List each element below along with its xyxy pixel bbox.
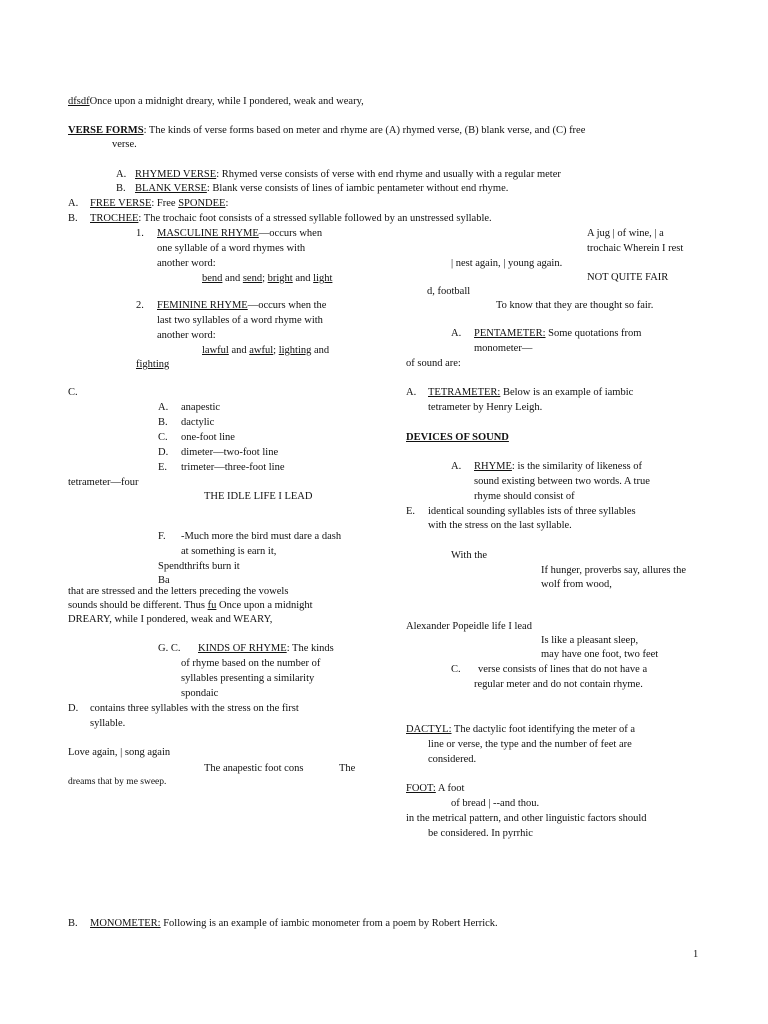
para-line1: that are stressed and the letters preceding the vowels	[68, 586, 289, 597]
example-word: light	[313, 273, 333, 284]
feminine-text1: —occurs when the	[247, 300, 327, 311]
monometer-marker: B.	[68, 918, 78, 929]
verse-forms-heading: VERSE FORMS	[68, 125, 144, 136]
example-sep: and	[311, 345, 330, 356]
jug-line2: trochaic Wherein I rest	[587, 243, 684, 254]
rhymed-marker: A.	[116, 169, 127, 180]
idle-life-title: THE IDLE LIFE I LEAD	[204, 491, 313, 502]
rhymed-verse-label: RHYMED VERSE	[135, 169, 217, 180]
dactyl-line2: line or verse, the type and the number of feet are	[428, 739, 632, 750]
free-verse-line	[90, 196, 228, 211]
monometer-text: Following is an example of iambic monometer from a poem by Robert Herrick.	[160, 918, 498, 929]
trochee-text: : The trochaic foot consists of a stressed syllable followed by an unstressed syllable.	[138, 213, 492, 224]
example-sep: and	[228, 345, 250, 356]
monometer-line	[90, 916, 498, 931]
opening-line	[68, 94, 364, 109]
list-item-dactylic: dactylic	[181, 417, 215, 428]
list-marker: C.	[158, 432, 168, 443]
rhyme-line2: sound existing between two words. A true	[474, 476, 650, 487]
trochee-line	[90, 211, 492, 226]
rhyme-label: RHYME	[474, 461, 512, 472]
d-line1: contains three syllables with the stress on the first	[90, 703, 299, 714]
trochee-marker: B.	[68, 213, 78, 224]
pent-line2: monometer—	[474, 343, 533, 354]
example-sep: ;	[262, 273, 268, 284]
free-verse-end: :	[225, 198, 229, 209]
rhymed-verse-text: : Rhymed verse consists of verse with end rhyme and usually with a regular meter	[216, 169, 561, 180]
free-marker: A.	[68, 198, 79, 209]
feminine-label: FEMININE RHYME	[157, 300, 248, 311]
blank-marker: B.	[116, 183, 126, 194]
tetra-marker: A.	[406, 387, 417, 398]
list-item-dimeter: dimeter—two-foot line	[181, 447, 279, 458]
foot-line	[406, 781, 464, 796]
pentameter-line	[474, 326, 641, 341]
tetrameter-four: tetrameter—four	[68, 477, 139, 488]
masculine-line1	[157, 226, 322, 241]
pent-marker: A.	[451, 328, 462, 339]
feminine-line1	[157, 298, 326, 313]
masculine-label: MASCULINE RHYME	[157, 228, 259, 239]
d-line2: syllable.	[90, 718, 126, 729]
c-marker: C.	[451, 664, 461, 675]
masculine-line2: one syllable of a word rhymes with	[157, 243, 306, 254]
pyrrhic-line: be considered. In pyrrhic	[428, 828, 533, 839]
kinds-of-rhyme-text: : The kinds	[286, 643, 334, 654]
metrical-line: in the metrical pattern, and other linguistic factors should	[406, 813, 647, 824]
tetrameter-text: Below is an example of iambic	[500, 387, 634, 398]
e-marker: E.	[406, 506, 416, 517]
kinds-line4: spondaic	[181, 688, 219, 699]
know-line: To know that they are thought so fair.	[496, 300, 654, 311]
dactyl-line3: considered.	[428, 754, 477, 765]
not-quite-fair: NOT QUITE FAIR	[587, 272, 669, 283]
bread-line: of bread | --and thou.	[451, 798, 540, 809]
list-marker: B.	[158, 417, 168, 428]
pentameter-label: PENTAMETER:	[474, 328, 546, 339]
dactyl-line	[406, 722, 635, 737]
monometer-label: MONOMETER:	[90, 918, 161, 929]
masculine-line3: another word:	[157, 258, 216, 269]
rhyme-line	[474, 459, 642, 474]
verse-forms-line2: verse.	[112, 139, 137, 150]
dreams-line: dreams that by me sweep.	[68, 777, 167, 787]
list-item-one-foot: one-foot line	[181, 432, 235, 443]
free-verse-label: FREE VERSE	[90, 198, 152, 209]
f-line1: -Much more the bird must dare a dash	[181, 531, 342, 542]
para-line2	[68, 598, 313, 613]
list-marker: E.	[158, 462, 168, 473]
example-sep: ;	[273, 345, 279, 356]
d-marker: D.	[68, 703, 79, 714]
f-marker: F.	[158, 531, 166, 542]
feet-line: may have one foot, two feet	[541, 649, 659, 660]
para-line2u: fu	[207, 600, 217, 611]
love-again: Love again, | song again	[68, 747, 171, 758]
page-number: 1	[693, 949, 699, 960]
kinds-of-rhyme-label: KINDS OF RHYME	[198, 643, 287, 654]
example-word: lighting	[278, 345, 312, 356]
rhyme-line3: rhyme should consist of	[474, 491, 575, 502]
f-line4: Ba	[158, 575, 170, 586]
spondee-label: SPONDEE	[178, 198, 226, 209]
tetrameter-label: TETRAMETER:	[428, 387, 501, 398]
trochee-label: TROCHEE	[90, 213, 139, 224]
jug-line1: A jug | of wine, | a	[587, 228, 664, 239]
rhyme-marker: A.	[451, 461, 462, 472]
with-the: With the	[451, 550, 488, 561]
list-marker: D.	[158, 447, 169, 458]
list-marker: A.	[158, 402, 169, 413]
example-sep: and	[292, 273, 314, 284]
para-line3: DREARY, while I pondered, weak and WEARY,	[68, 614, 273, 625]
masculine-examples	[202, 271, 332, 286]
sound-line: of sound are:	[406, 358, 461, 369]
feminine-example-fighting: fighting	[136, 359, 170, 370]
pentameter-text: Some quotations from	[545, 328, 642, 339]
left-c-marker: C.	[68, 387, 78, 398]
foot-label: FOOT:	[406, 783, 436, 794]
verse-forms-line	[68, 123, 585, 138]
c-line1: verse consists of lines that do not have a	[478, 664, 648, 675]
blank-verse-label: BLANK VERSE	[135, 183, 207, 194]
tetrameter-line	[428, 385, 633, 400]
sleep-line: Is like a pleasant sleep,	[541, 635, 639, 646]
blank-verse-line	[135, 181, 508, 196]
feminine-line3: another word:	[157, 330, 216, 341]
opening-prefix: dfsdf	[68, 96, 90, 107]
para-line2a: sounds should be different. Thus	[68, 600, 208, 611]
f-line2: at something is earn it,	[181, 546, 277, 557]
e-line1: identical sounding syllables ists of three syllables	[428, 506, 636, 517]
e-line2: with the stress on the last syllable.	[428, 520, 572, 531]
anapestic-foot: The anapestic foot cons	[204, 763, 304, 774]
dactyl-label: DACTYL:	[406, 724, 452, 735]
dactyl-text: The dactylic foot identifying the meter of a	[451, 724, 635, 735]
tetra-line2: tetrameter by Henry Leigh.	[428, 402, 543, 413]
feminine-line2: last two syllables of a word rhyme with	[157, 315, 323, 326]
hunger-line2: wolf from wood,	[541, 579, 612, 590]
masculine-marker: 1.	[136, 228, 144, 239]
c-line2: regular meter and do not contain rhyme.	[474, 679, 643, 690]
example-word: awful	[249, 345, 274, 356]
f-line3: Spendthrifts burn it	[158, 561, 240, 572]
list-item-trimeter: trimeter—three-foot line	[181, 462, 285, 473]
kinds-line3: syllables presenting a similarity	[181, 673, 315, 684]
example-word: bright	[267, 273, 293, 284]
g-marker: G. C.	[158, 643, 181, 654]
hunger-line1: If hunger, proverbs say, allures the	[541, 565, 686, 576]
masculine-text1: —occurs when	[258, 228, 323, 239]
football-line: d, football	[427, 286, 471, 297]
feminine-marker: 2.	[136, 300, 144, 311]
example-word: bend	[202, 273, 223, 284]
para-line2b: Once upon a midnight	[216, 600, 313, 611]
rhyme-text: : is the similarity of likeness of	[511, 461, 642, 472]
feminine-examples	[202, 343, 329, 358]
example-sep: and	[222, 273, 243, 284]
verse-forms-text: : The kinds of verse forms based on meter and rhyme are (A) rhymed verse, (B) blank verse, and (C) free	[143, 125, 586, 136]
foot-text: A foot	[435, 783, 465, 794]
alexander-line: Alexander Popeidle life I lead	[406, 621, 532, 632]
kinds-line2: of rhyme based on the number of	[181, 658, 321, 669]
opening-text: Once upon a midnight dreary, while I pondered, weak and weary,	[89, 96, 364, 107]
list-item-anapestic: anapestic	[181, 402, 221, 413]
example-word: lawful	[202, 345, 229, 356]
example-word: send	[242, 273, 263, 284]
devices-of-sound-heading: DEVICES OF SOUND	[406, 432, 509, 443]
blank-verse-text: : Blank verse consists of lines of iambic pentameter without end rhyme.	[206, 183, 509, 194]
nest-line: | nest again, | young again.	[451, 258, 563, 269]
anapestic-the: The	[339, 763, 356, 774]
rhymed-verse-line	[135, 167, 561, 182]
free-verse-mid: : Free	[151, 198, 179, 209]
kinds-of-rhyme-line	[198, 641, 334, 656]
